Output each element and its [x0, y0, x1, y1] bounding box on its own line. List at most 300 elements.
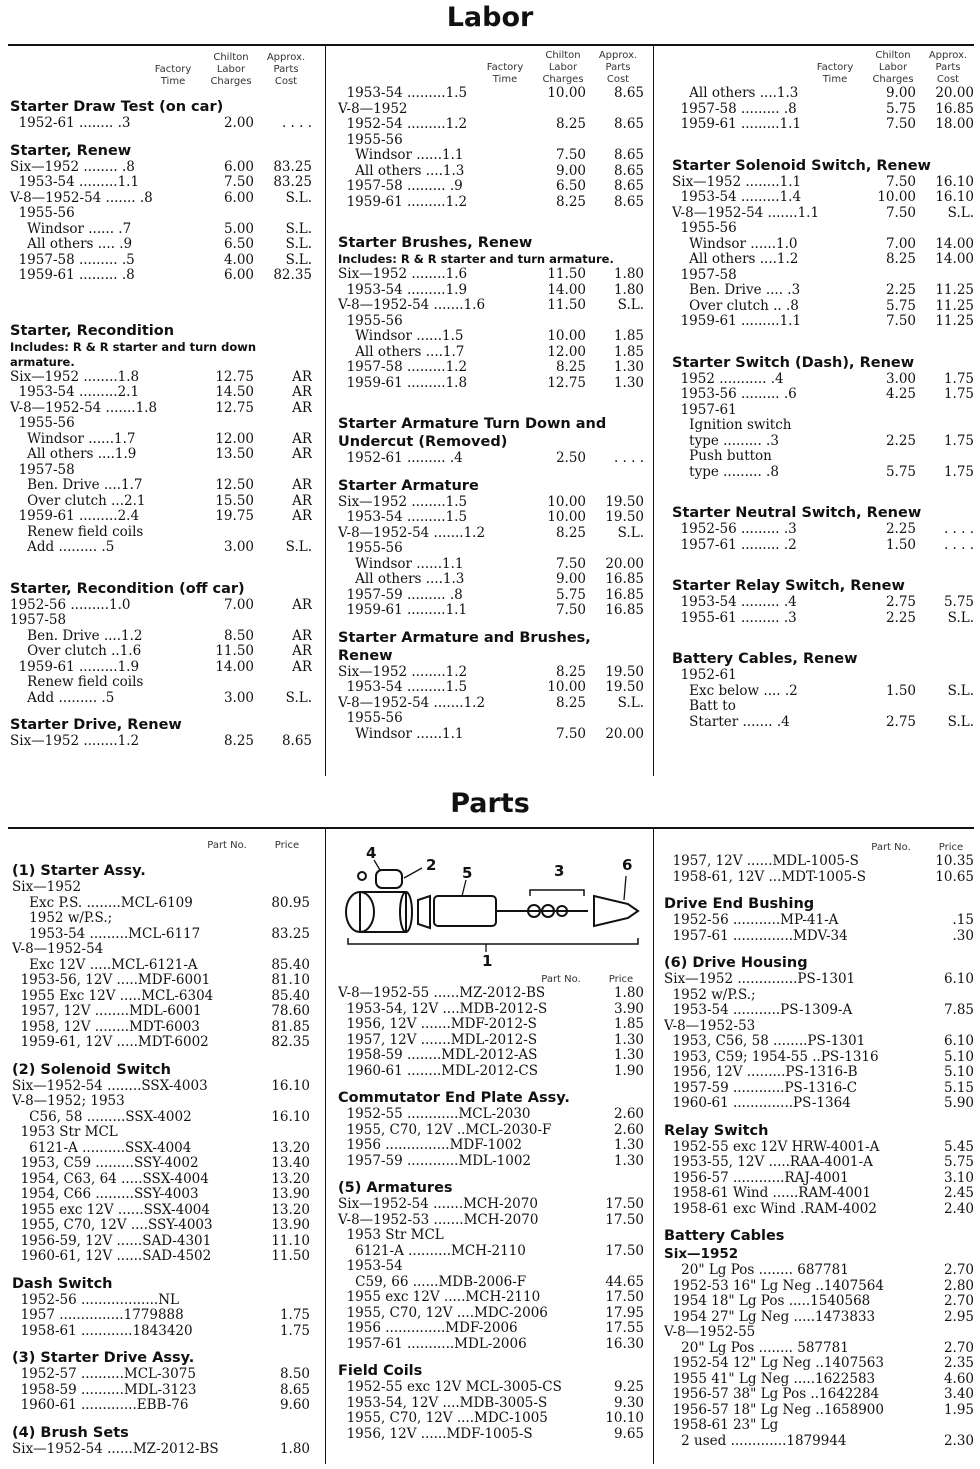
row-label: All others ....1.3 [672, 86, 799, 101]
labor-row [338, 102, 644, 118]
spacer [10, 556, 312, 570]
diagram-label-3: 3 [554, 862, 565, 880]
parts-cost: S.L. [285, 539, 312, 555]
labor-row [338, 298, 644, 314]
labor-row [10, 268, 312, 284]
part-price: 8.50 [279, 1366, 310, 1382]
section-heading: Starter Drive, Renew [10, 717, 182, 733]
part-price: 1.85 [613, 1016, 644, 1032]
part-price: 17.55 [605, 1320, 644, 1336]
row-label: 1954 18" Lg Pos .....1540568 [664, 1294, 871, 1309]
labor-row [10, 463, 312, 479]
section-heading: Starter, Recondition (off car) [10, 580, 245, 597]
part-price: 80.95 [271, 894, 310, 911]
labor-charge: 5.75 [885, 297, 916, 314]
parts-cost: 1.75 [943, 370, 974, 387]
labor-row [338, 510, 644, 526]
row-label: 1955-56 [10, 416, 75, 431]
part-price: 9.65 [613, 1425, 644, 1442]
row-label: 1957-59 ............MDL-1002 [338, 1153, 531, 1169]
labor-charge: 7.50 [555, 602, 586, 618]
row-label: 1953-54 ......... .4 [672, 595, 797, 610]
row-label: 1952-61 [672, 668, 737, 683]
row-label: 1952 w/P.S.; [12, 911, 113, 926]
section-heading-cont: Undercut (Removed) [338, 434, 508, 450]
row-label: 1955, C70, 12V ....MDC-1005 [338, 1411, 548, 1426]
parts-row [12, 1398, 310, 1414]
row-label: 1957-61 ..............MDV-34 [664, 928, 848, 944]
part-price: 5.90 [943, 1095, 974, 1111]
row-label: 1955 Exc 12V .....MCL-6304 [12, 988, 214, 1004]
labor-row [338, 195, 644, 211]
labor-charge: 12.75 [547, 374, 586, 391]
parts-row [12, 1172, 310, 1188]
section-heading: Battery Cables, Renew [672, 651, 858, 667]
row-label: 1955-56 [338, 541, 403, 556]
part-price: 13.90 [271, 1186, 310, 1202]
row-label: 1955 exc 12V ......SSX-4004 [12, 1202, 210, 1218]
labor-charge: 5.00 [223, 220, 254, 237]
parts-cost: 11.25 [935, 282, 974, 298]
row-label: 1954 27" Lg Neg .....1473833 [664, 1309, 876, 1325]
labor-row [10, 447, 312, 463]
part-price: .30 [952, 927, 974, 944]
labor-row [10, 691, 312, 707]
column-header-label: Part No. [207, 840, 247, 851]
labor-charge: 6.50 [555, 178, 586, 194]
parts-row [664, 1003, 974, 1019]
parts-cost: 20.00 [935, 85, 974, 101]
parts-cost: 1.75 [943, 432, 974, 449]
labor-charge: 12.75 [215, 368, 254, 385]
labor-charge: 1.50 [885, 682, 916, 699]
part-price: 17.50 [605, 1211, 644, 1228]
labor-row [338, 665, 644, 681]
parts-row [12, 1094, 310, 1110]
parts-divider-2 [653, 829, 654, 1464]
row-label: 1959-61 .........1.2 [338, 194, 468, 210]
column-header-label: Chilton Labor Charges [210, 52, 252, 87]
labor-row [672, 206, 974, 222]
row-label: Windsor ......1.5 [338, 329, 464, 344]
row-label: 1953 Str MCL [12, 1125, 118, 1140]
section-heading: Starter Relay Switch, Renew [672, 578, 905, 594]
labor-charge: 2.25 [885, 432, 916, 449]
row-label: 1960-61 ..............PS-1364 [664, 1096, 851, 1111]
labor-charge: 10.00 [547, 328, 586, 344]
column-header-label: Price [274, 840, 300, 851]
labor-row [672, 117, 974, 133]
labor-charge: 7.50 [885, 313, 916, 329]
row-label: 1958-59 ........MDL-2012-AS [338, 1048, 538, 1063]
labor-divider-1 [325, 46, 326, 776]
parts-row [664, 1202, 974, 1218]
row-label: 1958, 12V ........MDT-6003 [12, 1019, 200, 1035]
parts-divider-1 [325, 829, 326, 1464]
section-heading: Starter, Renew [10, 142, 132, 159]
row-label: 1955, C70, 12V ....MDC-2006 [338, 1305, 548, 1321]
row-label: 1955 41" Lg Neg .....1622583 [664, 1371, 876, 1387]
labor-charge: 3.00 [223, 689, 254, 706]
labor-row [338, 727, 644, 743]
section-heading: Starter Switch (Dash), Renew [672, 354, 915, 371]
labor-row [338, 588, 644, 604]
labor-row [338, 541, 644, 557]
drawn-shape [530, 890, 584, 896]
part-price: 17.50 [605, 1242, 644, 1259]
labor-charge: 14.50 [215, 384, 254, 400]
parts-cost: 16.85 [935, 100, 974, 117]
labor-row [672, 522, 974, 538]
labor-row [338, 557, 644, 573]
labor-charge: 8.50 [223, 627, 254, 644]
labor-charge: 11.50 [547, 266, 586, 282]
row-label: 1960-61 .............EBB-76 [12, 1398, 189, 1413]
parts-row [12, 973, 310, 989]
row-label: 1952-55 ............MCL-2030 [338, 1107, 531, 1122]
row-label: Ben. Drive ....1.2 [10, 628, 143, 644]
labor-charge: 12.00 [215, 430, 254, 447]
part-price: 44.65 [605, 1273, 644, 1290]
labor-row [10, 253, 312, 269]
section-heading: Starter Solenoid Switch, Renew [672, 157, 931, 174]
parts-row [338, 1033, 644, 1049]
parts-cost: 82.35 [273, 267, 312, 283]
row-label: 1956-57 18" Lg Neg ..1658900 [664, 1402, 884, 1418]
labor-row [338, 133, 644, 149]
row-label: V-8—1952-55 [664, 1325, 756, 1340]
row-label: Six—1952-54 .......MCH-2070 [338, 1197, 538, 1212]
section-heading: (2) Solenoid Switch [12, 1061, 171, 1078]
spacer [338, 391, 644, 405]
labor-charge: 12.75 [215, 399, 254, 416]
section-heading: (1) Starter Assy. [12, 863, 146, 879]
labor-row [672, 611, 974, 627]
parts-cost: AR [292, 399, 312, 416]
parts-row [12, 1367, 310, 1383]
parts-row [12, 1004, 310, 1020]
parts-row [338, 1123, 644, 1139]
parts-cost: . . . . [613, 450, 644, 466]
section-heading: Starter Armature and Brushes, [338, 629, 591, 646]
parts-cost: 83.25 [273, 174, 312, 190]
row-label: Ben. Drive .... .3 [672, 283, 801, 298]
drawn-shape [376, 870, 402, 888]
labor-row [338, 148, 644, 164]
parts-cost: 16.85 [605, 602, 644, 618]
part-price: 2.45 [943, 1185, 974, 1201]
labor-row [338, 360, 644, 376]
parts-row [12, 927, 310, 943]
row-label: 1957-59 ......... .8 [338, 587, 463, 603]
row-label: 1959-61 .........1.9 [10, 659, 140, 675]
labor-charge: 11.50 [547, 297, 586, 313]
drawn-shape [404, 868, 422, 878]
labor-charge: 8.25 [555, 663, 586, 680]
row-label: Six—1952-54 ........SSX-4003 [12, 1078, 208, 1094]
part-price: 1.75 [279, 1322, 310, 1339]
labor-row [672, 86, 974, 102]
labor-charge: 8.25 [885, 251, 916, 267]
part-price: 5.15 [943, 1079, 974, 1096]
row-label: Windsor ......1.7 [10, 431, 136, 447]
column-header-label: Factory Time [154, 64, 192, 87]
parts-row [664, 1294, 974, 1310]
labor-row [338, 117, 644, 133]
diagram-label-5: 5 [462, 864, 473, 882]
row-label: Six—1952 [12, 880, 82, 895]
row-label: 1957-58 ......... .5 [10, 252, 135, 268]
labor-charge: 10.00 [547, 493, 586, 510]
row-label: Ignition switch [672, 418, 792, 433]
labor-row [672, 372, 974, 388]
row-label: 1960-61 ........MDL-2012-CS [338, 1063, 538, 1079]
row-label: type ......... .3 [672, 433, 779, 449]
parts-cost: . . . . [943, 521, 974, 537]
labor-row [672, 403, 974, 419]
spacer [672, 553, 974, 567]
parts-row [664, 1186, 974, 1202]
parts-row [338, 1138, 644, 1154]
parts-row [338, 1427, 644, 1443]
labor-charge: 15.50 [215, 492, 254, 509]
parts-row [664, 1171, 974, 1187]
part-price: 1.30 [613, 1047, 644, 1063]
parts-row [12, 1293, 310, 1309]
parts-row [664, 1065, 974, 1081]
row-label: 2 used .............1879944 [664, 1433, 847, 1449]
labor-row [10, 237, 312, 253]
row-label: 1956, 12V .........PS-1316-B [664, 1065, 858, 1080]
row-label: 1958-61 23" Lg [664, 1418, 779, 1433]
diagram-label-1: 1 [482, 952, 493, 970]
parts-cost: 83.25 [273, 158, 312, 175]
section-heading: (5) Armatures [338, 1180, 453, 1196]
labor-row [10, 175, 312, 191]
labor-charge: 6.00 [223, 267, 254, 283]
row-label: Windsor ......1.0 [672, 236, 798, 252]
row-label: 1957-58 .........1.2 [338, 360, 468, 375]
row-label: 1952-55 exc 12V MCL-3005-CS [338, 1380, 562, 1395]
part-price: 7.85 [943, 1002, 974, 1018]
row-label: 1952-55 exc 12V HRW-4001-A [664, 1139, 880, 1155]
parts-cost: 1.80 [613, 281, 644, 298]
parts-cost: 11.25 [935, 297, 974, 314]
part-price: 1.80 [613, 985, 644, 1001]
labor-row [338, 164, 644, 180]
part-price: 9.30 [613, 1394, 644, 1411]
parts-cost: S.L. [285, 236, 312, 252]
row-label: 1959-61 .........1.1 [672, 314, 802, 329]
row-label: Push button [672, 449, 772, 464]
row-label: V-8—1952 [338, 101, 408, 117]
parts-row [664, 1418, 974, 1434]
row-label: 1957-58 ......... .9 [338, 179, 463, 194]
row-label: 1955-56 [10, 206, 75, 221]
row-label: 6121-A ..........SSX-4004 [12, 1140, 192, 1156]
drawn-shape [594, 896, 638, 926]
labor-row [672, 538, 974, 554]
row-label: 1953-54 .........1.5 [338, 510, 468, 525]
drawn-shape [624, 876, 626, 900]
row-label: 1953-54 .........1.1 [10, 175, 140, 190]
column-header-label: Factory Time [486, 62, 524, 85]
row-label: 1957-58 [10, 462, 75, 478]
parts-cost: 16.10 [935, 189, 974, 205]
row-label: 1960-61, 12V ......SAD-4502 [12, 1249, 212, 1264]
parts-row [12, 1234, 310, 1250]
parts-row [12, 1156, 310, 1172]
parts-row [664, 1155, 974, 1171]
column-header [338, 974, 644, 986]
labor-charge: 8.25 [223, 733, 254, 749]
row-label: 1955, C70, 12V ....SSY-4003 [12, 1218, 213, 1233]
parts-row [664, 1310, 974, 1326]
parts-row [338, 1396, 644, 1412]
labor-charge: 7.50 [885, 116, 916, 132]
row-label: 1952-53 16" Lg Neg ..1407564 [664, 1278, 884, 1294]
row-label: V-8—1952-54 [12, 942, 104, 957]
row-label: 1957 ...............1779888 [12, 1308, 184, 1323]
parts-row [338, 1048, 644, 1064]
row-label: Over clutch .. .8 [672, 298, 799, 314]
parts-cost: S.L. [285, 689, 312, 706]
section-heading: (3) Starter Drive Assy. [12, 1350, 195, 1366]
parts-column-1 [12, 840, 310, 1464]
parts-cost: . . . . [943, 536, 974, 553]
row-label: 1956-57 38" Lg Pos ..1642284 [664, 1387, 880, 1402]
column-header-label: Part No. [871, 842, 911, 853]
part-price: 9.25 [613, 1379, 644, 1395]
parts-row [12, 1141, 310, 1157]
row-label: V-8—1952-53 .......MCH-2070 [338, 1212, 539, 1228]
row-label: 1952-57 ..........MCL-3075 [12, 1367, 196, 1382]
row-label: 1957, 12V ........MDL-6001 [12, 1004, 202, 1019]
part-price: 3.10 [943, 1169, 974, 1186]
labor-row [10, 432, 312, 448]
parts-row [338, 1213, 644, 1229]
row-label: 1953-56 ......... .6 [672, 387, 797, 402]
labor-charge: 5.75 [885, 100, 916, 117]
part-price: 11.50 [271, 1248, 310, 1264]
parts-cost: 1.85 [613, 328, 644, 344]
part-price: 1.75 [279, 1307, 310, 1323]
row-label: 1955-56 [338, 711, 403, 726]
section-heading: Starter Armature [338, 477, 479, 494]
part-price: 2.60 [613, 1121, 644, 1138]
parts-cost: 8.65 [613, 193, 644, 210]
parts-row [12, 1442, 310, 1458]
parts-cost: S.L. [947, 713, 974, 730]
parts-row [338, 1244, 644, 1260]
labor-charge: 19.75 [215, 508, 254, 524]
part-price: 10.35 [935, 853, 974, 869]
row-label: 1953-54 .........MCL-6117 [12, 926, 201, 942]
parts-cost: AR [292, 627, 312, 644]
labor-row [672, 175, 974, 191]
part-price: 17.50 [605, 1196, 644, 1212]
row-label: Six—1952 ........1.2 [338, 664, 468, 680]
section-heading: Field Coils [338, 1363, 423, 1379]
row-label: 1959-61, 12V .....MDT-6002 [12, 1035, 209, 1050]
parts-cost: 16.85 [605, 571, 644, 587]
labor-row [338, 603, 644, 619]
column-header-label: Price [938, 842, 964, 853]
parts-cost: AR [292, 430, 312, 447]
labor-charge: 10.00 [877, 189, 916, 205]
parts-row [12, 942, 310, 958]
drawn-shape [358, 872, 366, 880]
row-label: 1955-56 [338, 132, 403, 148]
row-label: Starter ....... .4 [672, 714, 790, 730]
parts-cost: 8.65 [613, 116, 644, 132]
row-label: 1952-56 .........1.0 [10, 597, 131, 613]
row-label: 1953-54 .........2.1 [10, 385, 140, 400]
part-price: 16.30 [605, 1335, 644, 1352]
parts-cost: S.L. [285, 220, 312, 237]
part-price: 82.35 [271, 1034, 310, 1050]
parts-cost: S.L. [617, 694, 644, 711]
labor-row [672, 387, 974, 403]
labor-title: Labor [446, 2, 534, 33]
parts-title: Parts [450, 788, 530, 819]
part-price: 17.95 [605, 1304, 644, 1321]
part-price: 10.65 [935, 868, 974, 885]
part-price: 9.60 [279, 1397, 310, 1413]
parts-cost: S.L. [285, 251, 312, 268]
parts-row [664, 1096, 974, 1112]
part-price: 2.40 [943, 1200, 974, 1217]
labor-row [10, 416, 312, 432]
labor-row [672, 434, 974, 450]
parts-cost: AR [292, 643, 312, 659]
row-label: 1955 exc 12V .....MCH-2110 [338, 1290, 541, 1305]
row-label: V-8—1952-54 .......1.8 [10, 400, 158, 416]
parts-cost: 8.65 [613, 162, 644, 179]
labor-charge: 7.50 [555, 147, 586, 163]
labor-divider-2 [653, 46, 654, 776]
labor-charge: 11.50 [215, 643, 254, 659]
parts-row [12, 911, 310, 927]
parts-row [664, 1434, 974, 1450]
labor-charge: 2.50 [555, 450, 586, 466]
labor-row [10, 734, 312, 750]
column-header [338, 50, 644, 86]
part-price: 2.30 [943, 1432, 974, 1449]
labor-row [10, 160, 312, 176]
labor-charge: 4.25 [885, 386, 916, 402]
part-price: 4.60 [943, 1370, 974, 1387]
labor-row [338, 283, 644, 299]
labor-row [10, 191, 312, 207]
labor-charge: 8.25 [555, 116, 586, 132]
labor-top-rule [8, 44, 974, 46]
row-label: Six—1952 ........1.5 [338, 494, 468, 510]
labor-charge: 7.50 [555, 555, 586, 572]
part-price: 3.90 [613, 1000, 644, 1017]
includes-note: Includes: R & R starter and turn armature. [338, 252, 614, 266]
labor-row [672, 715, 974, 731]
parts-cost: S.L. [947, 609, 974, 626]
parts-row [664, 1372, 974, 1388]
row-label: Exc 12V .....MCL-6121-A [12, 957, 198, 973]
row-label: 1958-61 exc Wind .RAM-4002 [664, 1201, 877, 1217]
row-label: Add ......... .5 [10, 540, 115, 555]
row-label: 1956 ...............MDF-1002 [338, 1138, 522, 1153]
row-label: 1957-59 ............PS-1316-C [664, 1080, 858, 1096]
labor-charge: 10.00 [547, 85, 586, 101]
labor-charge: 5.75 [885, 463, 916, 480]
